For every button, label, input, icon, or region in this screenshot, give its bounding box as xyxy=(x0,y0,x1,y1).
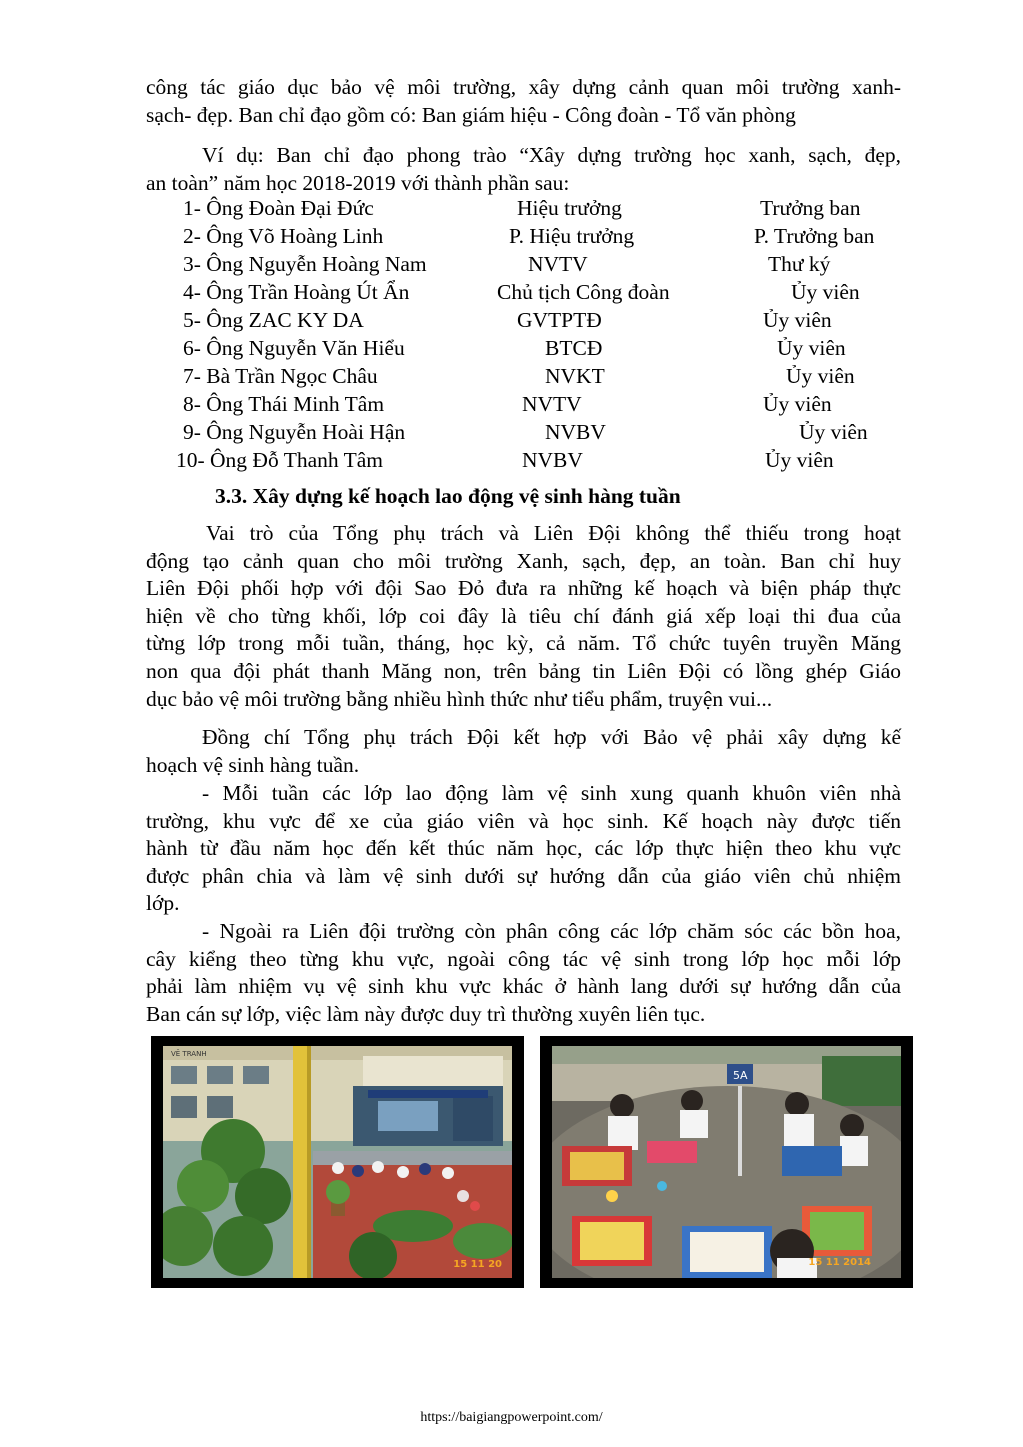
member-position: NVTV xyxy=(528,252,588,276)
member-name: 5- Ông ZAC KY DA xyxy=(183,308,364,332)
date-stamp: 15 11 20 xyxy=(453,1259,502,1270)
text-line: dục bảo vệ môi trường bằng nhiều hình thức như tiểu phẩm, truyện vui... xyxy=(146,686,773,711)
text-line: cây kiểng theo từng khu vực, ngoài công tác vệ sinh trong lớp học mỗi lớp xyxy=(146,946,901,971)
text-line: được phân chia và làm vệ sinh dưới sự hướng dẫn của giáo viên chủ nhiệm xyxy=(146,863,901,888)
member-name: 3- Ông Nguyễn Hoàng Nam xyxy=(183,252,427,276)
photo-schoolyard xyxy=(152,1037,523,1287)
member-row xyxy=(0,446,1023,474)
text-line: Vai trò của Tổng phụ trách và Liên Đội không thể thiếu trong hoạt xyxy=(206,521,901,545)
text-line: Đồng chí Tổng phụ trách Đội kết hợp với Bảo vệ phải xây dựng kế xyxy=(202,725,901,749)
photo-schoolyard-image xyxy=(163,1046,512,1278)
member-name: 9- Ông Nguyễn Hoài Hận xyxy=(183,420,406,444)
member-name: 6- Ông Nguyễn Văn Hiểu xyxy=(183,336,405,360)
member-name: 4- Ông Trần Hoàng Út Ẩn xyxy=(183,280,410,304)
member-position: NVKT xyxy=(545,364,605,388)
member-row xyxy=(0,362,1023,390)
text-line: an toàn” năm học 2018-2019 với thành phần sau: xyxy=(146,170,570,195)
member-name: 10- Ông Đỗ Thanh Tâm xyxy=(176,448,384,472)
date-stamp: 15 11 2014 xyxy=(808,1257,871,1268)
member-row xyxy=(0,194,1023,222)
member-role: Ủy viên xyxy=(777,336,846,360)
member-row xyxy=(0,334,1023,362)
body-paragraph xyxy=(146,918,901,1028)
member-role: Ủy viên xyxy=(763,308,832,332)
member-position: NVBV xyxy=(522,448,583,472)
member-name: 8- Ông Thái Minh Tâm xyxy=(183,392,385,416)
banner-text: VẼ TRANH xyxy=(171,1050,207,1058)
body-paragraph xyxy=(146,724,901,779)
member-role: P. Trưởng ban xyxy=(754,224,875,248)
member-position: BTCĐ xyxy=(545,336,603,360)
member-role: Ủy viên xyxy=(765,448,834,472)
member-name: 7- Bà Trần Ngọc Châu xyxy=(183,364,378,388)
text-line: Ban cán sự lớp, việc làm này được duy trì thường xuyên liên tục. xyxy=(146,1001,706,1026)
photo-students-drawing-image xyxy=(552,1046,901,1278)
photo-students-drawing xyxy=(541,1037,912,1287)
member-name: 2- Ông Võ Hoàng Linh xyxy=(183,224,384,248)
class-sign: 5A xyxy=(733,1069,748,1082)
text-line: động tạo cảnh quan cho môi trường Xanh, sạch, đẹp, an toàn. Ban chỉ huy xyxy=(146,548,901,573)
text-line: Ví dụ: Ban chỉ đạo phong trào “Xây dựng trường học xanh, sạch, đẹp, xyxy=(202,143,901,167)
body-paragraph xyxy=(146,780,901,918)
member-position: Chủ tịch Công đoàn xyxy=(497,280,670,304)
text-line: hành từ đầu năm học đến kết thúc năm học, các lớp thực hiện theo khu vực xyxy=(146,836,901,861)
text-line: Liên Đội phối hợp với đội Sao Đỏ đưa ra những kế hoạch và biện pháp thực xyxy=(146,576,901,601)
intro-paragraph xyxy=(146,74,901,129)
member-position: GVTPTĐ xyxy=(517,308,602,332)
member-position: NVBV xyxy=(545,420,606,444)
member-row xyxy=(0,306,1023,334)
section-heading: 3.3. Xây dựng kế hoạch lao động vệ sinh hàng tuần xyxy=(215,484,681,508)
member-role: Thư ký xyxy=(768,252,831,276)
member-row xyxy=(0,222,1023,250)
body-paragraph xyxy=(146,520,901,713)
text-line: hiện về cho từng khối, lớp coi đây là tiêu chí đánh giá xếp loại thi đua của xyxy=(146,603,901,628)
text-line: - Mỗi tuần các lớp lao động làm vệ sinh xung quanh khuôn viên nhà xyxy=(202,781,901,805)
students-illustration xyxy=(552,1046,901,1278)
text-line: sạch- đẹp. Ban chỉ đạo gồm có: Ban giám hiệu - Công đoàn - Tổ văn phòng xyxy=(146,102,796,127)
text-line: công tác giáo dục bảo vệ môi trường, xây dựng cảnh quan môi trường xanh- xyxy=(146,75,901,99)
member-role: Ủy viên xyxy=(763,392,832,416)
member-role: Ủy viên xyxy=(786,364,855,388)
member-role: Ủy viên xyxy=(799,420,868,444)
text-line: non qua đội phát thanh Măng non, trên bảng tin Liên Đội có lồng ghép Giáo xyxy=(146,658,901,683)
footer-url: https://baigiangpowerpoint.com/ xyxy=(420,1410,603,1425)
member-row xyxy=(0,390,1023,418)
member-row xyxy=(0,418,1023,446)
text-line: - Ngoài ra Liên đội trường còn phân công các lớp chăm sóc các bồn hoa, xyxy=(202,919,901,943)
member-role: Trưởng ban xyxy=(760,196,861,220)
text-line: từng lớp trong mỗi tuần, tháng, học kỳ, cả năm. Tổ chức tuyên truyền Măng xyxy=(146,631,901,656)
member-row xyxy=(0,278,1023,306)
schoolyard-illustration xyxy=(163,1046,512,1278)
member-position: NVTV xyxy=(522,392,582,416)
member-position: P. Hiệu trưởng xyxy=(509,224,635,248)
member-name: 1- Ông Đoàn Đại Đức xyxy=(183,196,374,220)
member-position: Hiệu trưởng xyxy=(517,196,622,220)
text-line: phải làm nhiệm vụ vệ sinh khu vực khác ở hành lang dưới sự hướng dẫn của xyxy=(146,974,901,999)
text-line: hoạch vệ sinh hàng tuần. xyxy=(146,752,360,777)
text-line: lớp. xyxy=(146,891,180,916)
member-row xyxy=(0,250,1023,278)
member-role: Ủy viên xyxy=(791,280,860,304)
text-line: trường, khu vực để xe của giáo viên và học sinh. Kế hoạch này được tiến xyxy=(146,808,901,833)
example-paragraph xyxy=(146,142,901,197)
